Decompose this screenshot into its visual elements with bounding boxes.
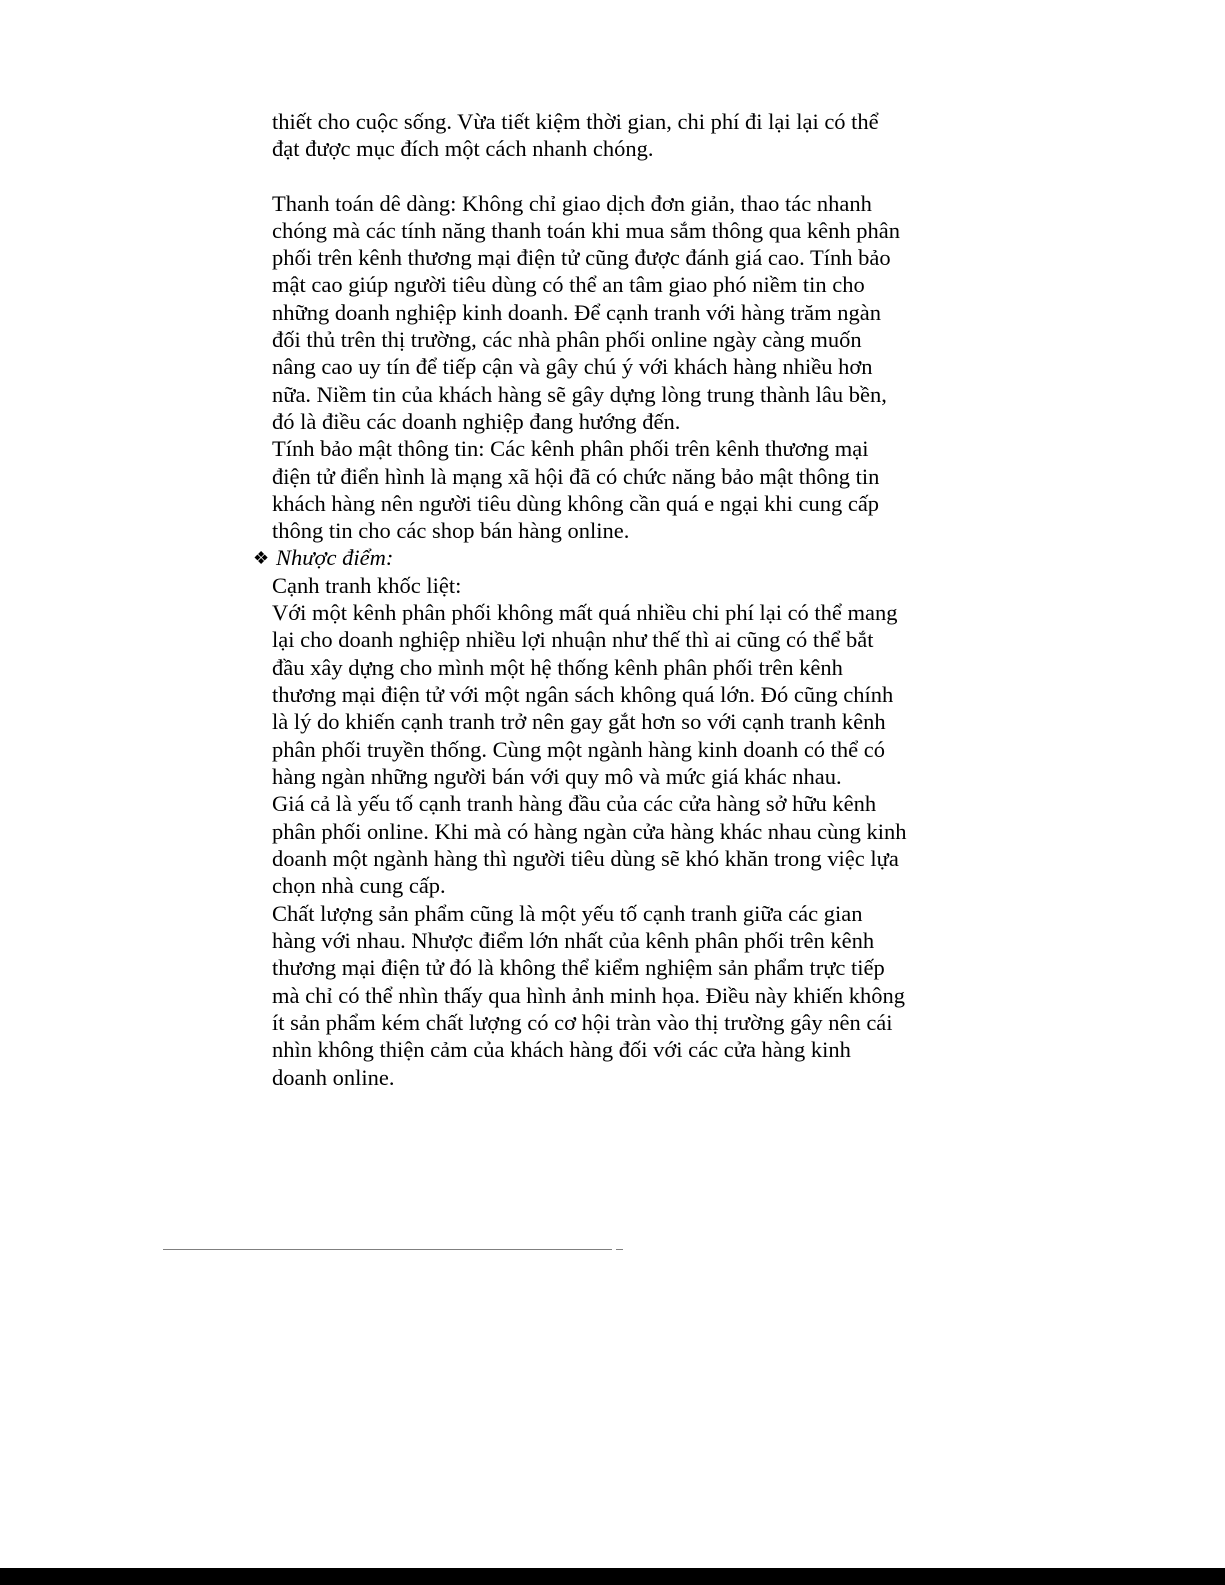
text-line: Thanh toán dê dàng: Không chỉ giao dịch đơn giản, thao tác nhanh: [272, 191, 872, 216]
text-line: thông tin cho các shop bán hàng online.: [272, 518, 630, 543]
text-line: doanh một ngành hàng thì người tiêu dùng sẽ khó khăn trong việc lựa: [272, 846, 899, 871]
text-line: nâng cao uy tín để tiếp cận và gây chú ý với khách hàng nhiều hơn: [272, 354, 873, 379]
text-line: Giá cả là yếu tố cạnh tranh hàng đầu của các cửa hàng sở hữu kênh: [272, 791, 877, 816]
footnote-separator-tail: [605, 1249, 623, 1250]
text-line: Với một kênh phân phối không mất quá nhiều chi phí lại có thể mang: [272, 600, 898, 625]
text-line: Cạnh tranh khốc liệt:: [272, 573, 462, 598]
text-line: những doanh nghiệp kinh doanh. Để cạnh tranh với hàng trăm ngàn: [272, 300, 881, 325]
text-line: Tính bảo mật thông tin: Các kênh phân phối trên kênh thương mại: [272, 436, 869, 461]
page-bottom-edge: [0, 1568, 1225, 1585]
text-line: phân phối online. Khi mà có hàng ngàn cửa hàng khác nhau cùng kinh: [272, 819, 907, 844]
text-line: nhìn không thiện cảm của khách hàng đối với các cửa hàng kinh: [272, 1037, 851, 1062]
text-line: nữa. Niềm tin của khách hàng sẽ gây dựng lòng trung thành lâu bền,: [272, 382, 887, 407]
text-line: đó là điều các doanh nghiệp đang hướng đến.: [272, 409, 681, 434]
text-line: chọn nhà cung cấp.: [272, 873, 446, 898]
section-heading: Nhược điểm:: [276, 545, 394, 570]
text-line: hàng ngàn những người bán với quy mô và mức giá khác nhau.: [272, 764, 842, 789]
text-line: là lý do khiến cạnh tranh trở nên gay gắt hơn so với cạnh tranh kênh: [272, 709, 886, 734]
text-line: Chất lượng sản phẩm cũng là một yếu tố cạnh tranh giữa các gian: [272, 901, 863, 926]
diamond-bullet-icon: ❖: [253, 548, 270, 568]
footnote-separator: [163, 1249, 605, 1250]
text-line: hàng với nhau. Nhược điểm lớn nhất của kênh phân phối trên kênh: [272, 928, 875, 953]
text-line: thiết cho cuộc sống. Vừa tiết kiệm thời gian, chi phí đi lại lại có thể: [272, 109, 879, 134]
text-line: đối thủ trên thị trường, các nhà phân phối online ngày càng muốn: [272, 327, 862, 352]
text-line: thương mại điện tử đó là không thể kiểm nghiệm sản phẩm trực tiếp: [272, 955, 885, 980]
text-line: lại cho doanh nghiệp nhiều lợi nhuận như thế thì ai cũng có thể bắt: [272, 627, 874, 652]
text-line: ít sản phẩm kém chất lượng có cơ hội tràn vào thị trường gây nên cái: [272, 1010, 893, 1035]
text-line: mật cao giúp người tiêu dùng có thể an tâm giao phó niềm tin cho: [272, 272, 865, 297]
text-line: đạt được mục đích một cách nhanh chóng.: [272, 136, 654, 161]
text-line: phối trên kênh thương mại điện tử cũng được đánh giá cao. Tính bảo: [272, 245, 891, 270]
text-line: thương mại điện tử với một ngân sách không quá lớn. Đó cũng chính: [272, 682, 894, 707]
text-line: khách hàng nên người tiêu dùng không cần quá e ngại khi cung cấp: [272, 491, 880, 516]
text-line: chóng mà các tính năng thanh toán khi mua sắm thông qua kênh phân: [272, 218, 900, 243]
text-line: đầu xây dựng cho mình một hệ thống kênh phân phối trên kênh: [272, 655, 843, 680]
text-line: phân phối truyền thống. Cùng một ngành hàng kinh doanh có thể có: [272, 737, 886, 762]
text-line: điện tử điển hình là mạng xã hội đã có chức năng bảo mật thông tin: [272, 464, 880, 489]
text-line: doanh online.: [272, 1065, 395, 1090]
text-line: mà chỉ có thể nhìn thấy qua hình ảnh minh họa. Điều này khiến không: [272, 983, 905, 1008]
